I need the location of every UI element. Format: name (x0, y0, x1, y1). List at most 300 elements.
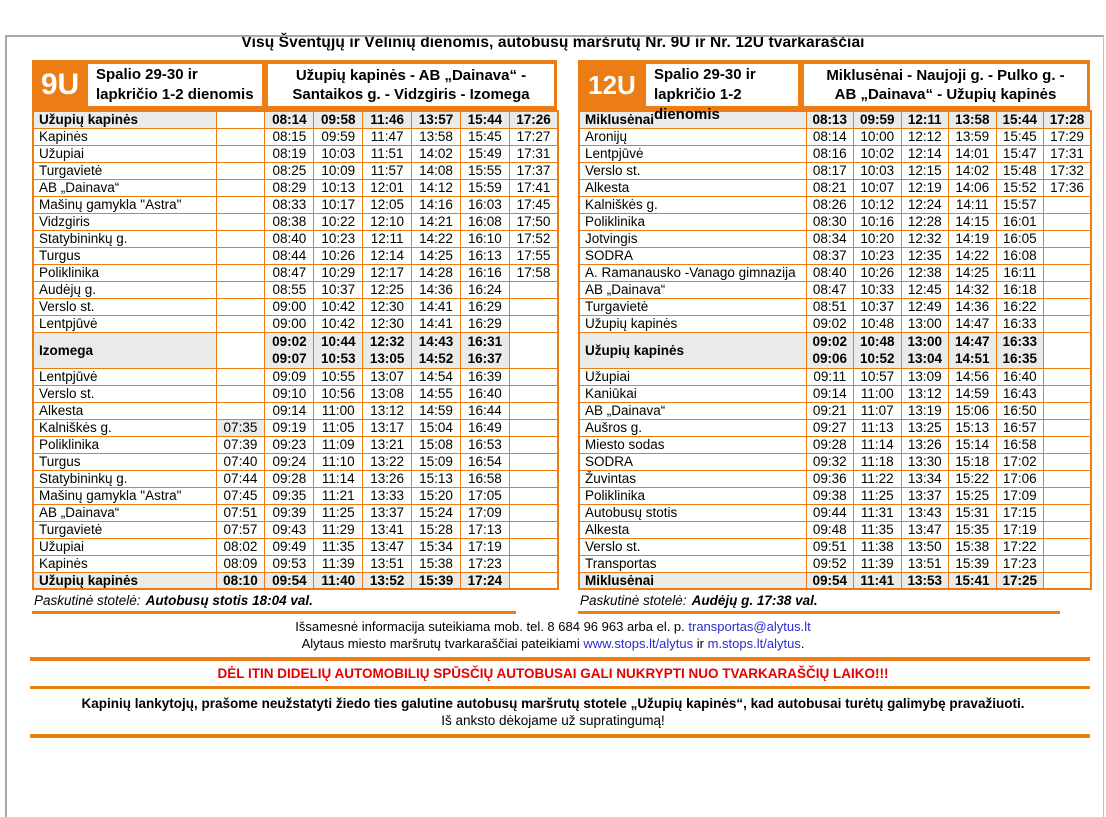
stop-name-cell: Užupių kapinės (33, 111, 216, 128)
time-cell: 08:16 (806, 145, 854, 162)
time-cell: 11:47 (363, 128, 412, 145)
time-cell (509, 470, 558, 487)
time-cell (1044, 247, 1092, 264)
time-cell: 17:50 (509, 213, 558, 230)
stop-name-cell: Autobusų stotis (579, 504, 806, 521)
time-cell (216, 162, 265, 179)
time-cell: 08:14 (265, 111, 314, 128)
time-cell: 10:37 (314, 281, 363, 298)
time-cell: 16:11 (996, 264, 1044, 281)
table-row (33, 453, 558, 470)
stop-name-cell: Poliklinika (33, 264, 216, 281)
table-row (579, 538, 1091, 555)
time-cell: 17:45 (509, 196, 558, 213)
time-cell: 11:51 (363, 145, 412, 162)
time-cell: 08:25 (265, 162, 314, 179)
time-cell: 09:24 (265, 453, 314, 470)
time-cell: 15:39 (949, 555, 997, 572)
time-cell: 13:50 (901, 538, 949, 555)
contact-info-line1 (0, 619, 1106, 636)
table-row (579, 298, 1091, 315)
time-cell (509, 487, 558, 504)
service-dates (646, 64, 798, 123)
time-cell: 17:06 (996, 470, 1044, 487)
last-stop-label: Paskutinė stotelė: (580, 593, 687, 608)
time-cell: 16:16 (460, 264, 509, 281)
time-cell: 12:45 (901, 281, 949, 298)
time-cell: 17:02 (996, 453, 1044, 470)
stop-name-cell: AB „Dainava“ (33, 179, 216, 196)
table-row (579, 230, 1091, 247)
time-cell (509, 555, 558, 572)
time-cell: 17:24 (460, 572, 509, 589)
table-row (579, 315, 1091, 332)
time-cell: 16:18 (996, 281, 1044, 298)
time-cell: 12:17 (363, 264, 412, 281)
last-stop-label: Paskutinė stotelė: (34, 593, 141, 608)
table-row (579, 419, 1091, 436)
time-cell (509, 538, 558, 555)
table-row (33, 470, 558, 487)
document-title: Visų Šventųjų ir Vėlinių dienomis, autobusų maršrutų Nr. 9U ir Nr. 12U tvarkaraščiai (241, 34, 865, 51)
time-cell: 12:35 (901, 247, 949, 264)
time-cell: 13:22 (363, 453, 412, 470)
time-cell: 14:12 (412, 179, 461, 196)
time-cell: 13:26 (901, 436, 949, 453)
time-cell: 17:19 (996, 521, 1044, 538)
time-cell: 16:44 (460, 402, 509, 419)
time-cell: 12:28 (901, 213, 949, 230)
time-cell (216, 230, 265, 247)
table-row (33, 521, 558, 538)
time-cell (509, 504, 558, 521)
table-row (579, 521, 1091, 538)
table-row (33, 145, 558, 162)
time-cell (1044, 453, 1092, 470)
time-cell: 11:21 (314, 487, 363, 504)
time-cell: 08:30 (806, 213, 854, 230)
time-cell: 11:07 (854, 402, 902, 419)
time-cell: 10:23 (314, 230, 363, 247)
table-row (33, 402, 558, 419)
time-cell: 15:35 (949, 521, 997, 538)
time-cell: 11:31 (854, 504, 902, 521)
time-cell: 10:48 (854, 315, 902, 332)
time-cell: 15:34 (412, 538, 461, 555)
time-cell: 15:44 (996, 111, 1044, 128)
time-cell: 15:59 (460, 179, 509, 196)
time-cell: 08:47 (265, 264, 314, 281)
time-cell: 17:26 (509, 111, 558, 128)
time-cell: 11:40 (314, 572, 363, 589)
time-cell: 14:28 (412, 264, 461, 281)
contact-info-text: Išsamesnė informacija suteikiama mob. tel. 8 684 96 963 arba el. p. (295, 619, 689, 634)
time-cell: 14:11 (949, 196, 997, 213)
time-cell: 17:22 (996, 538, 1044, 555)
time-cell: 08:14 (806, 128, 854, 145)
service-dates-line2: lapkričio 1-2 dienomis (654, 86, 742, 123)
time-cell: 13:00 13:04 (901, 332, 949, 368)
time-cell: 08:55 (265, 281, 314, 298)
time-cell: 17:41 (509, 179, 558, 196)
time-cell: 09:51 (806, 538, 854, 555)
time-cell: 11:38 (854, 538, 902, 555)
time-cell (1044, 470, 1092, 487)
time-cell (216, 213, 265, 230)
stop-name-cell: A. Ramanausko -Vanago gimnazija (579, 264, 806, 281)
time-cell: 07:39 (216, 436, 265, 453)
time-cell: 13:47 (901, 521, 949, 538)
time-cell: 17:23 (460, 555, 509, 572)
table-row (33, 213, 558, 230)
time-cell: 14:32 (949, 281, 997, 298)
contact-info (0, 619, 1106, 652)
time-cell: 08:44 (265, 247, 314, 264)
time-cell: 07:45 (216, 487, 265, 504)
time-cell: 17:13 (460, 521, 509, 538)
service-dates-line1: Spalio 29-30 ir (96, 66, 198, 83)
stop-name-cell: Statybininkų g. (33, 470, 216, 487)
time-cell: 10:22 (314, 213, 363, 230)
stop-name-cell: Aušros g. (579, 419, 806, 436)
time-cell (216, 145, 265, 162)
time-cell: 12:25 (363, 281, 412, 298)
stop-name-cell: Kapinės (33, 555, 216, 572)
time-cell (1044, 230, 1092, 247)
time-cell: 17:25 (996, 572, 1044, 589)
service-dates-line2: lapkričio 1-2 dienomis (96, 86, 254, 103)
time-cell: 15:31 (949, 504, 997, 521)
time-cell: 12:14 (901, 145, 949, 162)
time-cell (509, 368, 558, 385)
time-cell: 15:13 (412, 470, 461, 487)
time-cell (216, 385, 265, 402)
time-cell: 17:23 (996, 555, 1044, 572)
table-row (33, 419, 558, 436)
stop-name-cell: AB „Dainava“ (579, 281, 806, 298)
table-row (579, 128, 1091, 145)
table-row (579, 368, 1091, 385)
time-cell: 09:49 (265, 538, 314, 555)
time-cell: 16:40 (996, 368, 1044, 385)
table-row (579, 555, 1091, 572)
time-cell (1044, 315, 1092, 332)
time-cell: 08:37 (806, 247, 854, 264)
time-cell: 09:02 09:06 (806, 332, 854, 368)
time-cell: 08:09 (216, 555, 265, 572)
m-stops-lt-link[interactable]: m.stops.lt/alytus (707, 635, 801, 651)
time-cell: 11:05 (314, 419, 363, 436)
stop-name-cell: Vidzgiris (33, 213, 216, 230)
time-cell (216, 196, 265, 213)
time-cell: 12:11 (363, 230, 412, 247)
stop-name-cell: Transportas (579, 555, 806, 572)
table-row (33, 368, 558, 385)
time-cell: 15:38 (949, 538, 997, 555)
time-cell: 09:59 (854, 111, 902, 128)
time-cell: 09:10 (265, 385, 314, 402)
time-cell: 13:51 (363, 555, 412, 572)
time-cell: 13:51 (901, 555, 949, 572)
time-cell: 15:18 (949, 453, 997, 470)
time-cell: 09:14 (806, 385, 854, 402)
time-cell: 14:59 (412, 402, 461, 419)
table-row (33, 281, 558, 298)
time-cell: 10:16 (854, 213, 902, 230)
email-link[interactable]: transportas@alytus.lt (688, 619, 811, 634)
time-cell: 14:47 14:51 (949, 332, 997, 368)
time-cell: 15:06 (949, 402, 997, 419)
time-cell (509, 281, 558, 298)
time-cell (216, 402, 265, 419)
time-cell: 15:04 (412, 419, 461, 436)
time-cell: 08:17 (806, 162, 854, 179)
time-cell: 13:08 (363, 385, 412, 402)
stop-name-cell: Jotvingis (579, 230, 806, 247)
time-cell: 13:33 (363, 487, 412, 504)
time-cell (1044, 419, 1092, 436)
time-cell (1044, 385, 1092, 402)
time-cell: 13:43 (901, 504, 949, 521)
time-cell: 13:58 (412, 128, 461, 145)
time-cell: 10:44 10:53 (314, 332, 363, 368)
time-cell: 11:39 (314, 555, 363, 572)
time-cell: 12:15 (901, 162, 949, 179)
last-stop-note (32, 593, 557, 608)
time-cell: 11:18 (854, 453, 902, 470)
time-cell: 15:28 (412, 521, 461, 538)
time-cell: 10:23 (854, 247, 902, 264)
time-cell: 12:19 (901, 179, 949, 196)
time-cell: 15:47 (996, 145, 1044, 162)
time-cell: 17:19 (460, 538, 509, 555)
time-cell: 08:47 (806, 281, 854, 298)
time-cell: 12:12 (901, 128, 949, 145)
stop-name-cell: Miklusėnai (579, 572, 806, 589)
time-cell (216, 332, 265, 368)
time-cell: 11:41 (854, 572, 902, 589)
time-cell: 14:36 (412, 281, 461, 298)
route-description-line2: Santaikos g. - Vidzgiris - Izomega (292, 86, 530, 103)
table-row (579, 213, 1091, 230)
stop-name-cell: SODRA (579, 247, 806, 264)
last-stop-value: Autobusų stotis 18:04 val. (145, 593, 313, 608)
time-cell: 15:44 (460, 111, 509, 128)
time-cell: 13:12 (363, 402, 412, 419)
time-cell: 08:02 (216, 538, 265, 555)
timetable-9u (32, 60, 557, 614)
time-cell: 11:46 (363, 111, 412, 128)
time-cell (509, 315, 558, 332)
time-cell: 10:03 (854, 162, 902, 179)
table-row (579, 264, 1091, 281)
time-cell: 12:24 (901, 196, 949, 213)
time-cell (1044, 538, 1092, 555)
stop-name-cell: Miklusėnai (579, 111, 806, 128)
stop-name-cell: Turgavietė (33, 521, 216, 538)
table-row (33, 315, 558, 332)
time-cell: 07:57 (216, 521, 265, 538)
time-cell: 11:57 (363, 162, 412, 179)
route-description-line1: Užupių kapinės - AB „Dainava“ - (295, 67, 527, 84)
table-row (579, 572, 1091, 589)
time-cell (216, 111, 265, 128)
time-cell: 16:53 (460, 436, 509, 453)
time-cell: 13:30 (901, 453, 949, 470)
time-cell: 11:10 (314, 453, 363, 470)
table-row (33, 538, 558, 555)
time-cell: 11:14 (854, 436, 902, 453)
time-cell: 10:42 (314, 315, 363, 332)
time-cell: 13:47 (363, 538, 412, 555)
time-cell: 13:34 (901, 470, 949, 487)
time-cell: 11:22 (854, 470, 902, 487)
time-cell: 09:14 (265, 402, 314, 419)
time-cell: 15:38 (412, 555, 461, 572)
time-cell: 09:28 (806, 436, 854, 453)
time-cell: 15:45 (460, 128, 509, 145)
stop-name-cell: Lentpjūvė (33, 315, 216, 332)
time-cell: 11:39 (854, 555, 902, 572)
table-row (579, 487, 1091, 504)
time-cell: 09:00 (265, 298, 314, 315)
time-cell (1044, 402, 1092, 419)
time-cell: 17:15 (996, 504, 1044, 521)
time-cell: 07:44 (216, 470, 265, 487)
time-cell: 12:05 (363, 196, 412, 213)
time-cell: 13:58 (949, 111, 997, 128)
time-cell (509, 453, 558, 470)
stop-name-cell: Kalniškės g. (33, 419, 216, 436)
time-cell: 11:29 (314, 521, 363, 538)
table-row (33, 298, 558, 315)
time-cell: 07:35 (216, 419, 265, 436)
stops-lt-link[interactable]: www.stops.lt/alytus (583, 635, 694, 651)
time-cell: 08:51 (806, 298, 854, 315)
time-cell: 13:41 (363, 521, 412, 538)
time-cell: 16:31 16:37 (460, 332, 509, 368)
time-cell: 08:15 (265, 128, 314, 145)
stop-name-cell: Alkesta (579, 521, 806, 538)
time-cell: 16:29 (460, 298, 509, 315)
table-row (579, 385, 1091, 402)
stop-name-cell: Aronijų (579, 128, 806, 145)
time-cell: 08:38 (265, 213, 314, 230)
time-cell: 13:25 (901, 419, 949, 436)
time-cell: 17:37 (509, 162, 558, 179)
stop-name-cell: Mašinų gamykla "Astra" (33, 196, 216, 213)
time-cell: 13:52 (363, 572, 412, 589)
time-cell: 07:40 (216, 453, 265, 470)
table-row (33, 487, 558, 504)
time-cell: 15:52 (996, 179, 1044, 196)
time-cell: 11:00 (854, 385, 902, 402)
time-cell: 14:21 (412, 213, 461, 230)
stop-name-cell: Užupiai (33, 538, 216, 555)
time-cell: 13:53 (901, 572, 949, 589)
time-cell: 13:57 (412, 111, 461, 128)
route-number-badge: 9U (40, 68, 80, 101)
table-row (33, 179, 558, 196)
time-cell: 15:41 (949, 572, 997, 589)
table-row (33, 230, 558, 247)
stop-name-cell: AB „Dainava“ (579, 402, 806, 419)
time-cell: 15:22 (949, 470, 997, 487)
stop-name-cell: SODRA (579, 453, 806, 470)
time-cell: 17:32 (1044, 162, 1092, 179)
stop-name-cell: Audėjų g. (33, 281, 216, 298)
link-separator-text: ir (693, 635, 708, 651)
time-cell: 17:36 (1044, 179, 1092, 196)
time-cell: 12:01 (363, 179, 412, 196)
time-cell: 09:59 (314, 128, 363, 145)
stop-name-cell: Užupiai (579, 368, 806, 385)
time-cell (509, 521, 558, 538)
time-cell: 11:25 (854, 487, 902, 504)
time-cell (509, 402, 558, 419)
time-cell: 11:14 (314, 470, 363, 487)
time-cell: 09:36 (806, 470, 854, 487)
time-cell: 11:35 (314, 538, 363, 555)
time-cell: 16:50 (996, 402, 1044, 419)
table-row (33, 247, 558, 264)
service-dates (88, 64, 262, 106)
time-cell: 10:42 (314, 298, 363, 315)
time-cell: 11:00 (314, 402, 363, 419)
contact-info-line2 (0, 636, 1106, 653)
time-cell: 16:05 (996, 230, 1044, 247)
time-cell: 16:58 (996, 436, 1044, 453)
time-cell (1044, 521, 1092, 538)
stop-name-cell: Užupių kapinės (579, 315, 806, 332)
time-cell: 13:21 (363, 436, 412, 453)
visitors-request-line1: Kapinių lankytojų, prašome neužstatyti žiedo ties galutine autobusų maršrutų stotele „Užupių kapinės“, kad autobusai turėtų galimybę pravažiuoti. (81, 696, 1025, 711)
table-row (579, 453, 1091, 470)
time-cell: 16:58 (460, 470, 509, 487)
time-cell: 09:27 (806, 419, 854, 436)
stop-name-cell: Kapinės (33, 128, 216, 145)
time-cell: 16:57 (996, 419, 1044, 436)
time-cell: 17:09 (460, 504, 509, 521)
sentence-end: . (800, 635, 805, 651)
time-cell: 17:55 (509, 247, 558, 264)
time-cell: 12:32 13:05 (363, 332, 412, 368)
time-cell: 08:40 (265, 230, 314, 247)
time-cell: 08:19 (265, 145, 314, 162)
time-cell: 16:39 (460, 368, 509, 385)
time-cell: 08:40 (806, 264, 854, 281)
time-cell: 09:48 (806, 521, 854, 538)
time-cell: 10:03 (314, 145, 363, 162)
time-cell: 15:13 (949, 419, 997, 436)
time-cell: 09:09 (265, 368, 314, 385)
time-cell: 17:52 (509, 230, 558, 247)
time-cell: 13:07 (363, 368, 412, 385)
stop-name-cell: Turgus (33, 453, 216, 470)
time-cell: 15:20 (412, 487, 461, 504)
time-cell: 10:00 (854, 128, 902, 145)
time-cell: 15:08 (412, 436, 461, 453)
time-cell (216, 179, 265, 196)
time-cell: 14:43 14:52 (412, 332, 461, 368)
time-cell: 12:11 (901, 111, 949, 128)
time-cell: 07:51 (216, 504, 265, 521)
time-cell: 16:40 (460, 385, 509, 402)
time-cell (216, 128, 265, 145)
time-cell: 10:02 (854, 145, 902, 162)
time-cell: 16:43 (996, 385, 1044, 402)
timetable-12u-grid (578, 110, 1092, 590)
